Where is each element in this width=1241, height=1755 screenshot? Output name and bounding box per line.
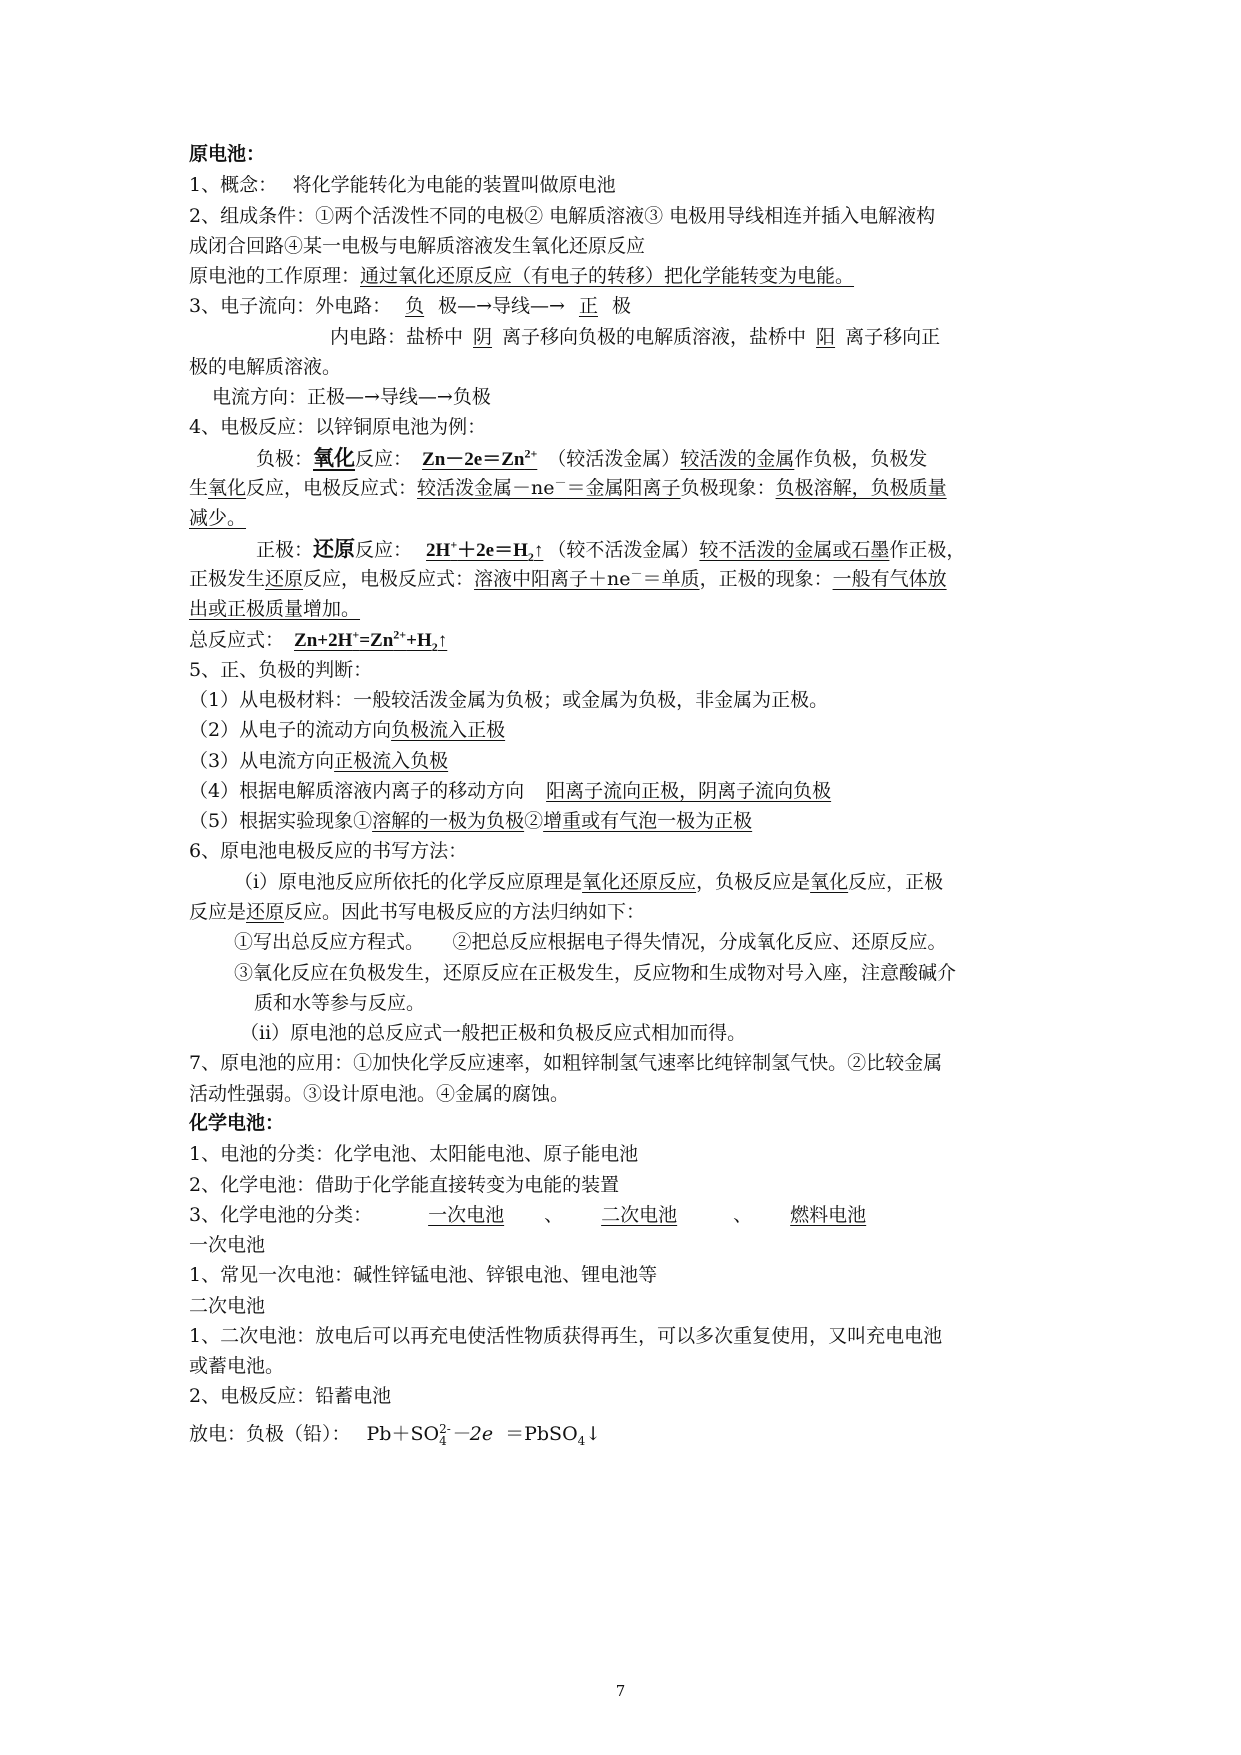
j5-label: （5）根据实验现象① bbox=[189, 810, 373, 832]
chemical-battery-types bbox=[189, 1202, 910, 1228]
primary-battery-heading: 一次电池 bbox=[189, 1234, 266, 1256]
positive-electrode-line bbox=[256, 536, 965, 564]
neg-equation-text: Zn－2e＝Zn bbox=[422, 449, 525, 470]
writing-step-1-2: ①写出总反应方程式。 ②把总反应根据电子得失情况，分成氧化反应、还原反应。 bbox=[234, 931, 947, 953]
pos-eq-arrow: ↑ bbox=[533, 540, 544, 561]
neg-reaction-label: 反应： bbox=[355, 448, 413, 470]
battery-classification: 1、电池的分类：化学电池、太阳能电池、原子能电池 bbox=[189, 1143, 639, 1165]
neg2-a: 生 bbox=[189, 477, 209, 499]
pos2-answer-reduction: 还原 bbox=[265, 568, 304, 590]
total-eq-c: +H bbox=[406, 630, 432, 651]
writing-method-heading: 6、原电池电极反应的书写方法： bbox=[189, 840, 468, 862]
positive-electrode-line-3: 出或正极质量增加。 bbox=[189, 598, 361, 620]
neg-answer: 较活泼的金属 bbox=[680, 448, 795, 470]
secondary-battery-line-2: 或蓄电池。 bbox=[189, 1355, 285, 1377]
concept-line: 1、概念： 将化学能转化为电能的装置叫做原电池 bbox=[189, 174, 616, 196]
writing-step-3-cont: 质和水等参与反应。 bbox=[254, 992, 426, 1014]
neg-tail: 作负极，负极发 bbox=[794, 448, 928, 470]
pos-eq-a: 2H bbox=[426, 540, 451, 561]
internal-circuit-mid: 离子移向负极的电解质溶液，盐桥中 bbox=[502, 326, 807, 348]
answer-secondary: 二次电池 bbox=[601, 1204, 678, 1226]
j3-answer: 正极流入负极 bbox=[334, 750, 449, 772]
pos-eq-b: ＋2e＝H bbox=[457, 540, 528, 561]
neg2-c: 负极现象： bbox=[680, 477, 776, 499]
w1-b: ，负极反应是 bbox=[696, 871, 811, 893]
w2-answer-reduction: 还原 bbox=[246, 901, 285, 923]
current-direction-line: 电流方向：正极—→导线—→负极 bbox=[212, 386, 491, 408]
principle-line bbox=[189, 263, 854, 289]
sep-2: 、 bbox=[733, 1204, 753, 1226]
chemical-battery-definition: 2、化学电池：借助于化学能直接转变为电能的装置 bbox=[189, 1174, 620, 1196]
pos-material: （较不活泼金属） bbox=[547, 539, 700, 561]
judgement-4 bbox=[189, 778, 835, 804]
writing-line-1 bbox=[234, 869, 943, 895]
pos-answer: 较不活泼的金属或石墨 bbox=[699, 539, 890, 561]
w1-answer-redox: 氧化还原反应 bbox=[582, 871, 697, 893]
neg2-eq-a: 较活泼金属－ne bbox=[417, 477, 555, 499]
neg2-answer-oxidation: 氧化 bbox=[208, 477, 247, 499]
internal-circuit-line bbox=[330, 324, 940, 350]
discharge-negative-line bbox=[189, 1421, 601, 1447]
pos-keyword: 还原 bbox=[313, 537, 356, 561]
conditions-line-1: 2、组成条件：①两个活泼性不同的电极② 电解质溶液③ 电极用导线相连并插入电解液构 bbox=[189, 205, 936, 227]
pos2-b: 反应，电极反应式： bbox=[303, 568, 475, 590]
internal-circuit-end: 离子移向正 bbox=[845, 326, 941, 348]
negative-electrode-line-2 bbox=[189, 475, 947, 501]
writing-step-3: ③氧化反应在负极发生，还原反应在正极发生，反应物和生成物对号入座，注意酸碱介 bbox=[234, 962, 957, 984]
neg-equation bbox=[412, 447, 547, 473]
positive-electrode-line-2 bbox=[189, 566, 947, 592]
j4-answer: 阳离子流向正极，阴离子流向负极 bbox=[546, 780, 832, 802]
pos-reaction-label: 反应： bbox=[355, 539, 413, 561]
secondary-battery-heading: 二次电池 bbox=[189, 1295, 266, 1317]
internal-circuit-line-2: 极的电解质溶液。 bbox=[189, 356, 342, 378]
pos-equation: $2H^++2e=H_2↑$ bbox=[426, 537, 544, 564]
d-eq-c: ＝PbSO bbox=[505, 1423, 578, 1445]
j3-label: （3）从电流方向 bbox=[189, 750, 335, 772]
principle-label: 原电池的工作原理： bbox=[189, 265, 361, 287]
d-eq-arrow: ↓ bbox=[585, 1423, 602, 1445]
page-number: 7 bbox=[615, 1682, 626, 1700]
d-eq-sub: 4 bbox=[439, 1434, 447, 1448]
total-equation: $Zn+2H^+=Zn^{2+}+H_2↑$ bbox=[294, 627, 448, 654]
w2-b: 反应。因此书写电极反应的方法归纳如下： bbox=[284, 901, 646, 923]
w1-answer-oxidation: 氧化 bbox=[810, 871, 849, 893]
electron-flow-mid: 极—→导线—→ bbox=[438, 295, 565, 317]
answer-anion: 阴 bbox=[473, 326, 493, 348]
pos-tail: 作正极， bbox=[889, 539, 966, 561]
judgement-2 bbox=[189, 717, 517, 743]
electron-flow-end: 极 bbox=[611, 295, 631, 317]
j5-mid: ② bbox=[524, 810, 544, 832]
j5-answer-2: 增重或有气泡一极为正极 bbox=[543, 810, 753, 832]
pos2-c: ，正极的现象： bbox=[699, 568, 833, 590]
total-eq-arrow: ↑ bbox=[437, 630, 448, 651]
answer-negative: 负 bbox=[405, 295, 425, 317]
lead-battery-heading: 2、电极反应：铅蓄电池 bbox=[189, 1385, 392, 1407]
j2-label: （2）从电子的流动方向 bbox=[189, 719, 392, 741]
neg2-answer-phenomenon: 负极溶解，负极质量 bbox=[775, 477, 947, 499]
j2-answer: 负极流入正极 bbox=[391, 719, 506, 741]
neg-label: 负极： bbox=[256, 448, 314, 470]
j5-answer-1: 溶解的一极为负极 bbox=[372, 810, 525, 832]
electron-flow-label: 3、电子流向：外电路： bbox=[189, 295, 392, 317]
negative-electrode-line bbox=[256, 445, 927, 473]
conditions-line-2: 成闭合回路④某一电极与电解质溶液发生氧化还原反应 bbox=[189, 235, 646, 257]
total-eq-a: Zn+2H bbox=[294, 630, 353, 651]
heading-galvanic-cell: 原电池： bbox=[189, 144, 266, 165]
w1-c: 反应，正极 bbox=[848, 871, 944, 893]
d-eq-sub2: 4 bbox=[577, 1433, 586, 1448]
internal-circuit-label: 内电路：盐桥中 bbox=[330, 326, 464, 348]
discharge-equation bbox=[351, 1421, 602, 1447]
total-eq-b: =Zn bbox=[359, 630, 394, 651]
types-label: 3、化学电池的分类： bbox=[189, 1204, 373, 1226]
negative-electrode-line-3: 减少。 bbox=[189, 507, 247, 529]
electrode-reaction-heading: 4、电极反应：以锌铜原电池为例： bbox=[189, 416, 487, 438]
pos2-answer-phenomenon: 一般有气体放 bbox=[832, 568, 947, 590]
w1-a: （i）原电池反应所依托的化学反应原理是 bbox=[234, 871, 583, 893]
primary-battery-examples: 1、常见一次电池：碱性锌锰电池、锌银电池、锂电池等 bbox=[189, 1264, 658, 1286]
pos2-eq-a: 溶液中阳离子＋ne bbox=[474, 568, 631, 590]
heading-chemical-battery: 化学电池： bbox=[189, 1113, 285, 1134]
application-line-1: 7、原电池的应用：①加快化学反应速率，如粗锌制氢气速率比纯锌制氢气快。②比较金属 bbox=[189, 1052, 943, 1074]
answer-positive: 正 bbox=[578, 295, 598, 317]
writing-line-ii: （ii）原电池的总反应式一般把正极和负极反应式相加而得。 bbox=[240, 1022, 747, 1044]
neg2-b: 反应，电极反应式： bbox=[246, 477, 418, 499]
d-eq-sup: 2- bbox=[439, 1422, 451, 1436]
judgement-5 bbox=[189, 808, 764, 834]
secondary-battery-line-1: 1、二次电池：放电后可以再充电使活性物质获得再生，可以多次重复使用，又叫充电电池 bbox=[189, 1325, 943, 1347]
sep-1: 、 bbox=[544, 1204, 564, 1226]
pos2-a: 正极发生 bbox=[189, 568, 266, 590]
neg-keyword: 氧化 bbox=[313, 446, 356, 470]
principle-answer: 通过氧化还原反应（有电子的转移）把化学能转变为电能。 bbox=[360, 265, 855, 287]
judgement-heading: 5、正、负极的判断： bbox=[189, 659, 373, 681]
pos2-answer-equation: 溶液中阳离子＋ne－＝单质 bbox=[474, 566, 700, 590]
pos-label: 正极： bbox=[256, 539, 314, 561]
application-line-2: 活动性强弱。③设计原电池。④金属的腐蚀。 bbox=[189, 1083, 570, 1105]
answer-primary: 一次电池 bbox=[428, 1204, 505, 1226]
answer-cation: 阳 bbox=[816, 326, 836, 348]
discharge-label: 放电：负极（铅）： bbox=[189, 1423, 351, 1445]
w2-a: 反应是 bbox=[189, 901, 247, 923]
electron-flow-line bbox=[189, 293, 631, 319]
pos2-eq-b: ＝单质 bbox=[642, 568, 700, 590]
total-label: 总反应式： bbox=[189, 629, 285, 651]
answer-fuel: 燃料电池 bbox=[790, 1204, 867, 1226]
neg2-answer-equation: 较活泼金属－ne－＝金属阳离子 bbox=[417, 475, 681, 499]
neg-equation-sup: 2+ bbox=[524, 446, 538, 461]
judgement-3 bbox=[189, 748, 478, 774]
judgement-1: （1）从电极材料：一般较活泼金属为负极；或金属为负极，非金属为正极。 bbox=[189, 689, 829, 711]
j4-label: （4）根据电解质溶液内离子的移动方向 bbox=[189, 780, 525, 802]
d-eq-a: Pb＋SO bbox=[366, 1423, 440, 1445]
d-eq-b: －2e bbox=[450, 1423, 494, 1445]
neg2-eq-b: ＝金属阳离子 bbox=[566, 477, 681, 499]
writing-line-2 bbox=[189, 899, 645, 925]
neg-material: （较活泼金属） bbox=[547, 448, 681, 470]
total-reaction-line bbox=[189, 627, 447, 654]
